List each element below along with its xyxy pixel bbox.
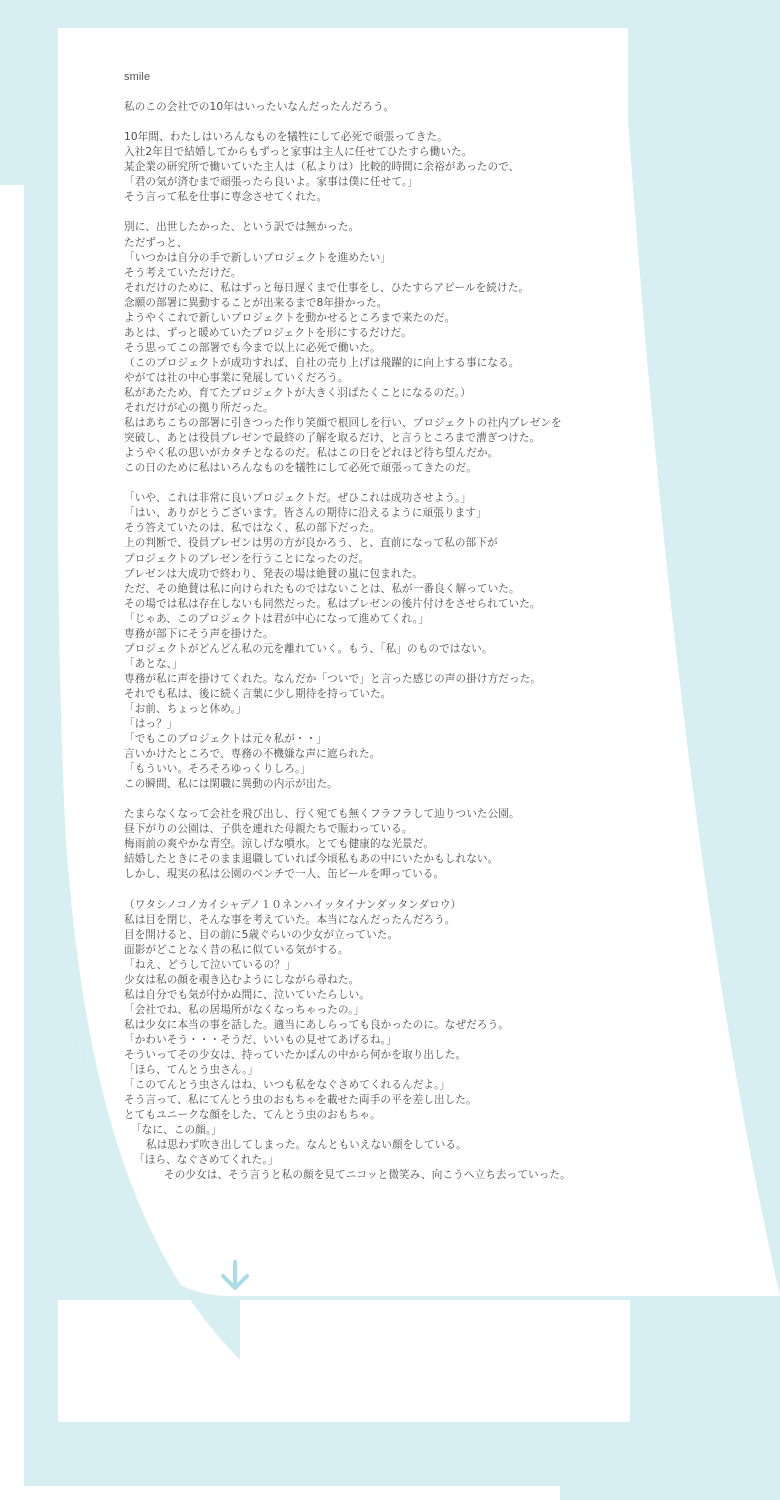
story-line: その少女は、そう言うと私の顔を見てニコッと微笑み、向こうへ立ち去っていった。: [164, 1169, 571, 1182]
story-line: そう答えていたのは、私ではなく、私の部下だった。: [124, 522, 381, 535]
story-line: ただ、その絶賛は私に向けられたものではないことは、私が一番良く解っていた。: [124, 582, 520, 595]
story-line: 私があたため、育てたプロジェクトが大きく羽ばたくことになるのだ。）: [124, 386, 471, 399]
story-line: 「じゃあ、このプロジェクトは君が中心になって進めてくれ。」: [124, 612, 429, 625]
arrow-down-icon[interactable]: [218, 1260, 252, 1292]
story-line: 私のこの会社での10年はいったいなんだったんだろう。: [124, 101, 395, 114]
story-line: 言いかけたところで、専務の不機嫌な声に遮られた。: [124, 748, 381, 761]
story-line: プレゼンは大成功で終わり、発表の場は絶賛の嵐に包まれた。: [124, 567, 423, 580]
story-line: ただずっと、: [124, 236, 188, 249]
story-line: この瞬間、私には閑職に異動の内示が出た。: [124, 778, 338, 791]
story-line: 「はっ？」: [124, 718, 178, 731]
story-line: 「ねえ、どうして泣いているの？」: [124, 958, 296, 971]
story-line: そう言って私を仕事に専念させてくれた。: [124, 191, 328, 204]
story-line: しかし、現実の私は公園のベンチで一人、缶ビールを呷っている。: [124, 868, 445, 881]
story-line: （ワタシノコノカイシャデノ１０ネンハイッタイナンダッタンダロウ）: [124, 898, 462, 911]
story-line: とてもユニークな顔をした、てんとう虫のおもちゃ。: [124, 1109, 381, 1122]
story-line: そう思ってこの部署でも今まで以上に必死で働いた。: [124, 341, 381, 354]
story-title: smile: [124, 71, 151, 83]
story-line: 「はい、ありがとうございます。皆さんの期待に沿えるように頑張ります」: [124, 507, 487, 520]
story-line: ようやくこれで新しいプロジェクトを動かせるところまで来たのだ。: [124, 311, 456, 324]
story-line: 「お前、ちょっと休め。」: [124, 702, 247, 715]
story-line: そう考えていただけだ。: [124, 266, 242, 279]
story-line: 「でもこのプロジェクトは元々私が・・」: [124, 733, 327, 746]
story-line: やがては社の中心事業に発展していくだろう。: [124, 371, 349, 384]
story-line: 結婚したときにそのまま退職していれば今頃私もあの中にいたかもしれない。: [124, 853, 499, 866]
story-line: そう言って、私にてんとう虫のおもちゃを載せた両手の平を差し出した。: [124, 1094, 477, 1107]
paragraph-spacer: [124, 205, 644, 220]
story-line: 昼下がりの公園は、子供を連れた母親たちで賑わっている。: [124, 823, 413, 836]
story-line: 突破し、あとは役員プレゼンで最終の了解を取るだけ、と言うところまで漕ぎつけた。: [124, 432, 541, 445]
story-line: 目を開けると、目の前に5歳ぐらいの少女が立っていた。: [124, 928, 399, 941]
story-line: たまらなくなって会社を飛び出し、行く宛ても無くフラフラして辿りついた公園。: [124, 808, 520, 821]
story-line: 「会社でね、私の居場所がなくなっちゃったの。」: [124, 1003, 365, 1016]
story-line: 少女は私の顔を覗き込むようにしながら尋ねた。: [124, 973, 360, 986]
story-line: その場では私は存在しないも同然だった。私はプレゼンの後片付けをさせられていた。: [124, 597, 541, 610]
story-line: 「このてんとう虫さんはね、いつも私をなぐさめてくれるんだよ。」: [124, 1079, 451, 1092]
story-line: それだけが心の拠り所だった。: [124, 402, 274, 415]
story-line: 「かわいそう・・・そうだ、いいもの見せてあげるね。」: [124, 1034, 397, 1046]
story-line: 面影がどことなく昔の私に似ている気がする。: [124, 943, 349, 956]
story-line: 「ほら、なぐさめてくれた。」: [134, 1154, 279, 1167]
story-line: あとは、ずっと暖めていたプロジェクトを形にするだけだ。: [124, 326, 412, 339]
story-line: それでも私は、後に続く言葉に少し期待を持っていた。: [124, 687, 392, 700]
story-line: それだけのために、私はずっと毎日遅くまで仕事をし、ひたすらアピールを続けた。: [124, 281, 530, 294]
story-line: 専務が部下にそう声を掛けた。: [124, 627, 274, 640]
story-line: 梅雨前の爽やかな青空。涼しげな噴水。とても健康的な光景だ。: [124, 838, 435, 851]
story-line: 「君の気が済むまで頑張ったら良いよ。家事は僕に任せて。」: [124, 176, 418, 189]
story-line: 10年間、わたしはいろんなものを犠牲にして必死で頑張ってきた。: [124, 131, 448, 144]
story-line: 私は少女に本当の事を話した。適当にあしらっても良かったのに。なぜだろう。: [124, 1018, 509, 1031]
story-line: この日のために私はいろんなものを犠牲にして必死で頑張ってきたのだ。: [124, 462, 477, 475]
story-line: 上の判断で、役員プレゼンは男の方が良かろう、と、直前になって私の部下が: [124, 537, 498, 550]
paragraph-spacer: [124, 476, 644, 491]
story-line: 「なに、この顔。」: [131, 1124, 222, 1137]
paragraph-spacer: [124, 85, 644, 100]
story-line: プロジェクトのプレゼンを行うことになったのだ。: [124, 552, 370, 565]
story-line: 私は目を閉じ、そんな事を考えていた。本当になんだったんだろう。: [124, 913, 456, 926]
story-line: 「あとな、」: [124, 657, 183, 670]
story-line: 私は自分でも気が付かぬ間に、泣いていたらしい。: [124, 988, 370, 1001]
paragraph-spacer: [124, 883, 644, 898]
story-line: 私はあちこちの部署に引きつった作り笑顔で根回しを行い、プロジェクトの社内プレゼンを: [124, 417, 562, 430]
story-line: ようやく私の思いがカタチとなるのだ。私はこの日をどれほど待ち望んだか。: [124, 447, 499, 460]
story-line: 「ほら、てんとう虫さん。」: [124, 1064, 259, 1077]
paragraph-spacer: [124, 115, 644, 130]
paragraph-spacer: [124, 792, 644, 807]
lower-sheet: [58, 1300, 630, 1422]
story-line: 念願の部署に異動することが出来るまで8年掛かった。: [124, 296, 388, 309]
story-line: 「いつかは自分の手で新しいプロジェクトを進めたい」: [124, 251, 392, 264]
story-line: 「いや、これは非常に良いプロジェクトだ。ぜひこれは成功させよう。」: [124, 492, 472, 505]
story-text: [124, 70, 644, 1183]
story-line: 専務が私に声を掛けてくれた。なんだか「ついで」と言った感じの声の掛け方だった。: [124, 672, 542, 685]
story-line: 某企業の研究所で働いていた主人は（私よりは）比較的時間に余裕があったので、: [124, 161, 520, 174]
story-line: そういってその少女は、持っていたかばんの中から何かを取り出した。: [124, 1049, 467, 1062]
story-line: 入社2年目で結婚してからもずっと家事は主人に任せてひたすら働いた。: [124, 146, 473, 159]
story-line: プロジェクトがどんどん私の元を離れていく。もう、「私」のものではない。: [124, 642, 493, 655]
story-line: 私は思わず吹き出してしまった。なんともいえない顔をしている。: [146, 1139, 467, 1152]
story-line: 「もういい。そろそろゆっくりしろ。」: [124, 763, 312, 776]
story-line: 別に、出世したかった、という訳では無かった。: [124, 221, 360, 234]
story-line: （このプロジェクトが成功すれば、自社の売り上げは飛躍的に向上する事になる。: [124, 356, 520, 369]
